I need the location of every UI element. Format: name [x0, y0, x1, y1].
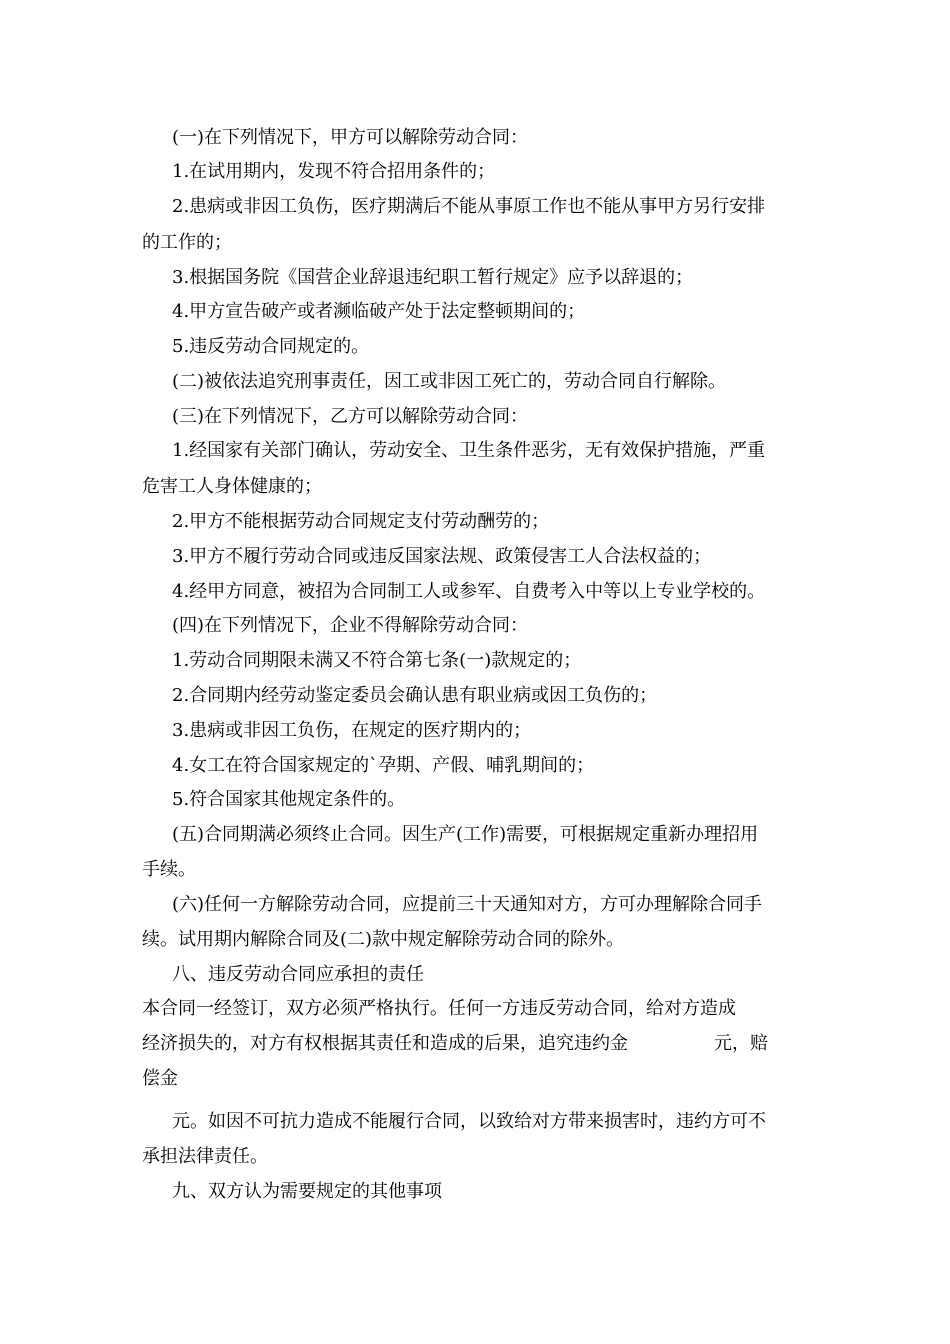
paragraph-line: (一)在下列情况下，甲方可以解除劳动合同：: [172, 127, 529, 148]
paragraph-line: 元。如因不可抗力造成不能履行合同，以致给对方带来损害时，违约方可不: [172, 1111, 766, 1132]
paragraph-line: (三)在下列情况下，乙方可以解除劳动合同：: [172, 406, 529, 427]
paragraph-line: 3.甲方不履行劳动合同或违反国家法规、政策侵害工人合法权益的；: [172, 546, 712, 567]
section-heading: 八、违反劳动合同应承担的责任: [172, 964, 424, 985]
paragraph-text: 经济损失的，对方有权根据其责任和造成的后果，追究违约金: [142, 1033, 628, 1054]
paragraph-line: (六)任何一方解除劳动合同，应提前三十天通知对方，方可办理解除合同手: [172, 894, 763, 915]
paragraph-line: 4.女工在符合国家规定的`孕期、产假、哺乳期间的；: [172, 755, 595, 776]
paragraph-line: (五)合同期满必须终止合同。因生产(工作)需要，可根据规定重新办理招用: [172, 824, 759, 845]
paragraph-line: 2.甲方不能根据劳动合同规定支付劳动酬劳的；: [172, 511, 550, 532]
section-heading: 九、双方认为需要规定的其他事项: [172, 1181, 442, 1202]
paragraph-line: (四)在下列情况下，企业不得解除劳动合同：: [172, 615, 529, 636]
paragraph-line: 危害工人身体健康的；: [142, 476, 322, 497]
paragraph-line: (二)被依法追究刑事责任，因工或非因工死亡的，劳动合同自行解除。: [172, 371, 727, 392]
paragraph-line: 5.符合国家其他规定条件的。: [172, 789, 406, 810]
paragraph-line: 4.甲方宣告破产或者濒临破产处于法定整顿期间的；: [172, 301, 586, 322]
paragraph-line: 1.在试用期内，发现不符合招用条件的；: [172, 161, 496, 182]
paragraph-line: 偿金: [142, 1068, 178, 1089]
paragraph-line: 手续。: [142, 859, 196, 880]
paragraph-line: 4.经甲方同意，被招为合同制工人或参军、自费考入中等以上专业学校的。: [172, 581, 766, 602]
paragraph-line: 5.违反劳动合同规定的。: [172, 336, 370, 357]
paragraph-line: 3.根据国务院《国营企业辞退违纪职工暂行规定》应予以辞退的；: [172, 267, 694, 288]
paragraph-line: 3.患病或非因工负伤，在规定的医疗期内的；: [172, 720, 532, 741]
paragraph-line: 承担法律责任。: [142, 1146, 268, 1167]
paragraph-line: 1.劳动合同期限未满又不符合第七条(一)款规定的；: [172, 650, 582, 671]
paragraph-line: 2.患病或非因工负伤，医疗期满后不能从事原工作也不能从事甲方另行安排: [172, 196, 766, 217]
paragraph-line: 本合同一经签订，双方必须严格执行。任何一方违反劳动合同，给对方造成: [142, 998, 736, 1019]
paragraph-line: 的工作的；: [142, 232, 232, 253]
paragraph-line: 1.经国家有关部门确认，劳动安全、卫生条件恶劣，无有效保护措施，严重: [172, 440, 766, 461]
paragraph-line: [142, 1030, 768, 1058]
paragraph-text: 元，赔: [714, 1033, 768, 1054]
paragraph-line: 2.合同期内经劳动鉴定委员会确认患有职业病或因工负伤的；: [172, 685, 658, 706]
paragraph-line: 续。试用期内解除合同及(二)款中规定解除劳动合同的除外。: [142, 929, 625, 950]
